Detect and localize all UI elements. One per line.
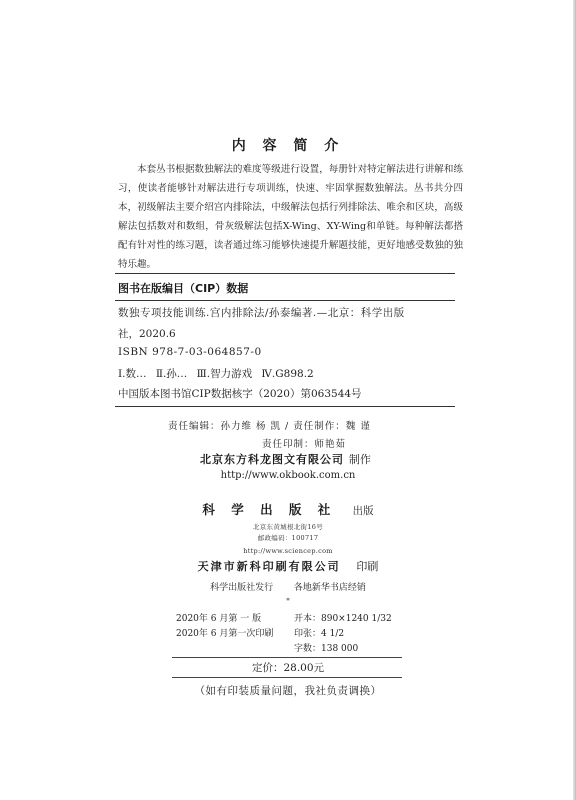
edition-row [176,611,436,626]
typesetter-name: 北京东方科龙图文有限公司 [200,453,344,466]
wordcount: 字数：138 000 [294,644,359,654]
abstract [118,160,463,274]
publisher-address: 北京东黄城根北街16号 [252,523,324,531]
printing-row [176,626,436,641]
cip-bottom-rule [115,406,455,407]
credit-editors: 责任编辑：孙力维 杨 凯 / 责任制作：魏 谨 [168,421,371,432]
cip-top-rule [115,273,455,274]
publisher-suffix: 出版 [352,505,374,517]
cip-title-line-1: 数独专项技能训练.宫内排除法/孙泰编著.—北京：科学出版 [118,307,405,319]
cip-mid-rule [115,300,455,301]
cip-classification: Ⅰ.数… Ⅱ.孙… Ⅲ.智力游戏 Ⅳ.G898.2 [118,368,314,380]
sheets: 印张：4 1/2 [294,629,345,639]
quality-notice: （如有印装质量问题，我社负责调换） [194,685,382,697]
format: 开本：890×1240 1/32 [294,614,392,624]
typesetter-suffix: 制作 [348,453,371,466]
publisher-name: 科 学 出 版 社 [202,502,337,517]
page-title: 内 容 简 介 [231,138,345,154]
edition-line: 2020年 6 月第 一 版 [176,614,262,624]
price-top-rule [172,657,402,658]
edition-info [176,611,436,656]
distribution: 科学出版社发行 各地新华书店经销 [210,583,366,593]
publisher [0,500,576,518]
price-bottom-rule [172,677,402,678]
publisher-zip: 邮政编码：100717 [257,534,319,542]
printer [0,558,576,574]
wordcount-row [176,641,436,656]
publisher-url: http://www.sciencep.com [243,547,333,555]
printer-suffix: 印刷 [356,560,379,573]
cip-isbn: ISBN 978-7-03-064857-0 [118,346,262,358]
cip-number: 中国版本图书馆CIP数据核字（2020）第063544号 [118,388,362,400]
cip-title-line-2: 社，2020.6 [118,328,176,340]
price: 定价：28.00元 [251,662,325,674]
typesetter [200,451,400,467]
typesetter-url: http://www.okbook.com.cn [220,470,356,481]
printer-name: 天津市新科印刷有限公司 [197,560,341,573]
cip-heading: 图书在版编目（CIP）数据 [118,282,249,295]
printing-line: 2020年 6 月第一次印刷 [176,629,274,639]
credit-print-supervisor: 责任印制：师艳茹 [262,439,347,450]
separator-star: * [286,597,290,605]
abstract-text: 本套丛书根据数独解法的难度等级进行设置，每册针对特定解法进行讲解和练习，使读者能够针对解法进行专项训练，快速、牢固掌握数独解法。丛书共分四本，初级解法主要介绍宫内排除法，中级解法包括行列排除法、唯余和区块，高级解法包括数对和数组，骨灰级解法包括X-Wing、XY-Wing和单链。每种解法都搭配有针对性的练习题，读者通过练习能够快速提升解题技能，更好地感受数独的独特乐趣。 [118,164,463,270]
